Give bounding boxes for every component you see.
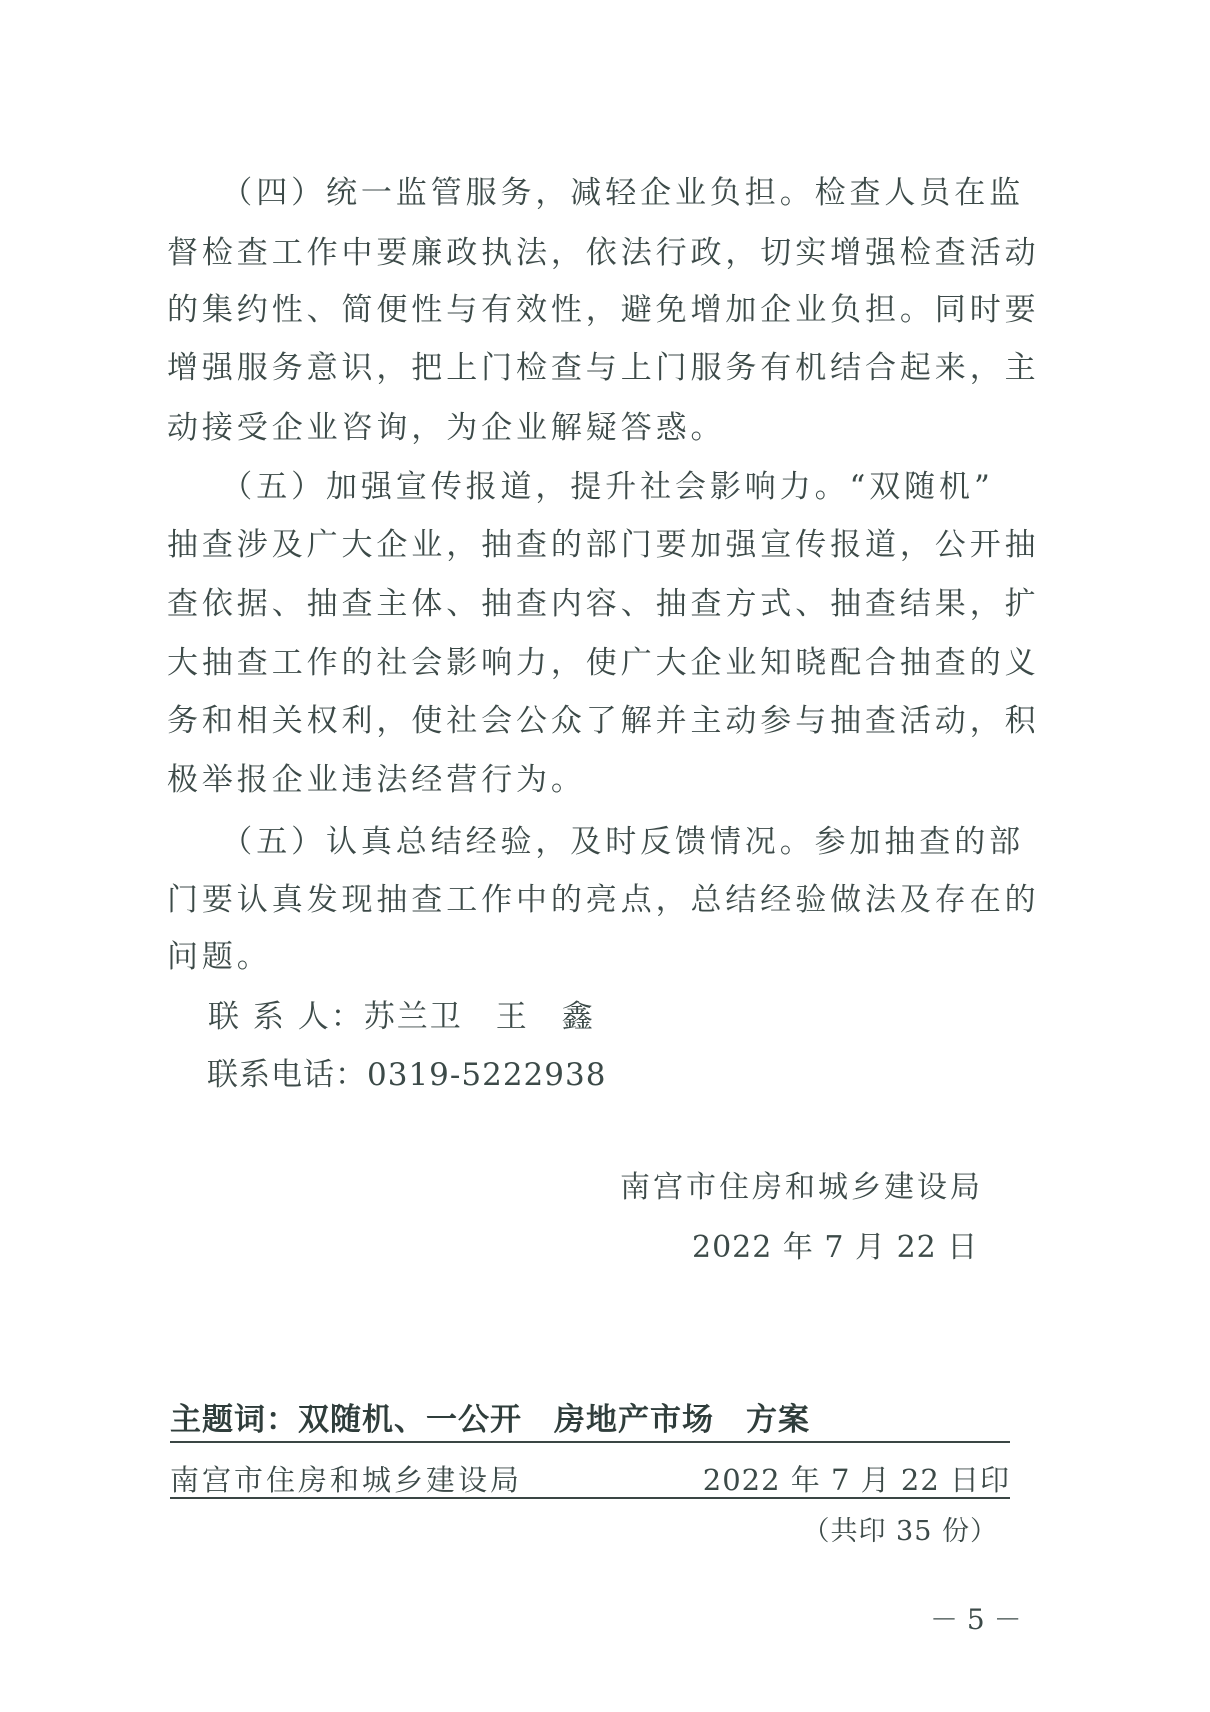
contact-person: 联 系 人：苏兰卫 王 鑫 (175, 999, 595, 1035)
text-line: 务和相关权利，使社会公众了解并主动参与抽查活动，积 (167, 703, 1040, 739)
text-line: 查依据、抽查主体、抽查内容、抽查方式、抽查结果，扩 (167, 586, 1040, 622)
text-line: （四）统一监管服务，减轻企业负担。检查人员在监 (167, 175, 1024, 211)
signature-date: 2022 年 7 月 22 日 (692, 1230, 979, 1265)
divider-line (170, 1441, 1010, 1443)
text-line: 大抽查工作的社会影响力，使广大企业知晓配合抽查的义 (167, 645, 1040, 681)
print-copies: （共印 35 份） (802, 1516, 998, 1547)
text-line: （五）加强宣传报道，提升社会影响力。“双随机” (167, 469, 994, 505)
text-line: 督检查工作中要廉政执法，依法行政，切实增强检查活动 (167, 235, 1040, 271)
print-date: 2022 年 7 月 22 日印 (702, 1463, 1010, 1497)
divider-line (170, 1497, 1010, 1499)
text-line: 极举报企业违法经营行为。 (167, 762, 586, 798)
text-line: 问题。 (167, 939, 272, 975)
text-line: 增强服务意识，把上门检查与上门服务有机结合起来，主 (167, 350, 1040, 386)
text-line: 动接受企业咨询，为企业解疑答惑。 (167, 410, 726, 446)
page-number: － 5 － (930, 1603, 1022, 1636)
text-line: 的集约性、简便性与有效性，避免增加企业负担。同时要 (167, 292, 1040, 328)
contact-phone: 联系电话：0319-5222938 (175, 1057, 607, 1093)
text-line: （五）认真总结经验，及时反馈情况。参加抽查的部 (167, 824, 1024, 860)
issuer-organization: 南宫市住房和城乡建设局 (170, 1463, 523, 1497)
signature-organization: 南宫市住房和城乡建设局 (620, 1170, 983, 1205)
subject-keywords: 主题词：双随机、一公开 房地产市场 方案 (170, 1402, 810, 1438)
text-line: 门要认真发现抽查工作中的亮点，总结经验做法及存在的 (167, 882, 1040, 918)
text-line: 抽查涉及广大企业，抽查的部门要加强宣传报道，公开抽 (167, 527, 1040, 563)
